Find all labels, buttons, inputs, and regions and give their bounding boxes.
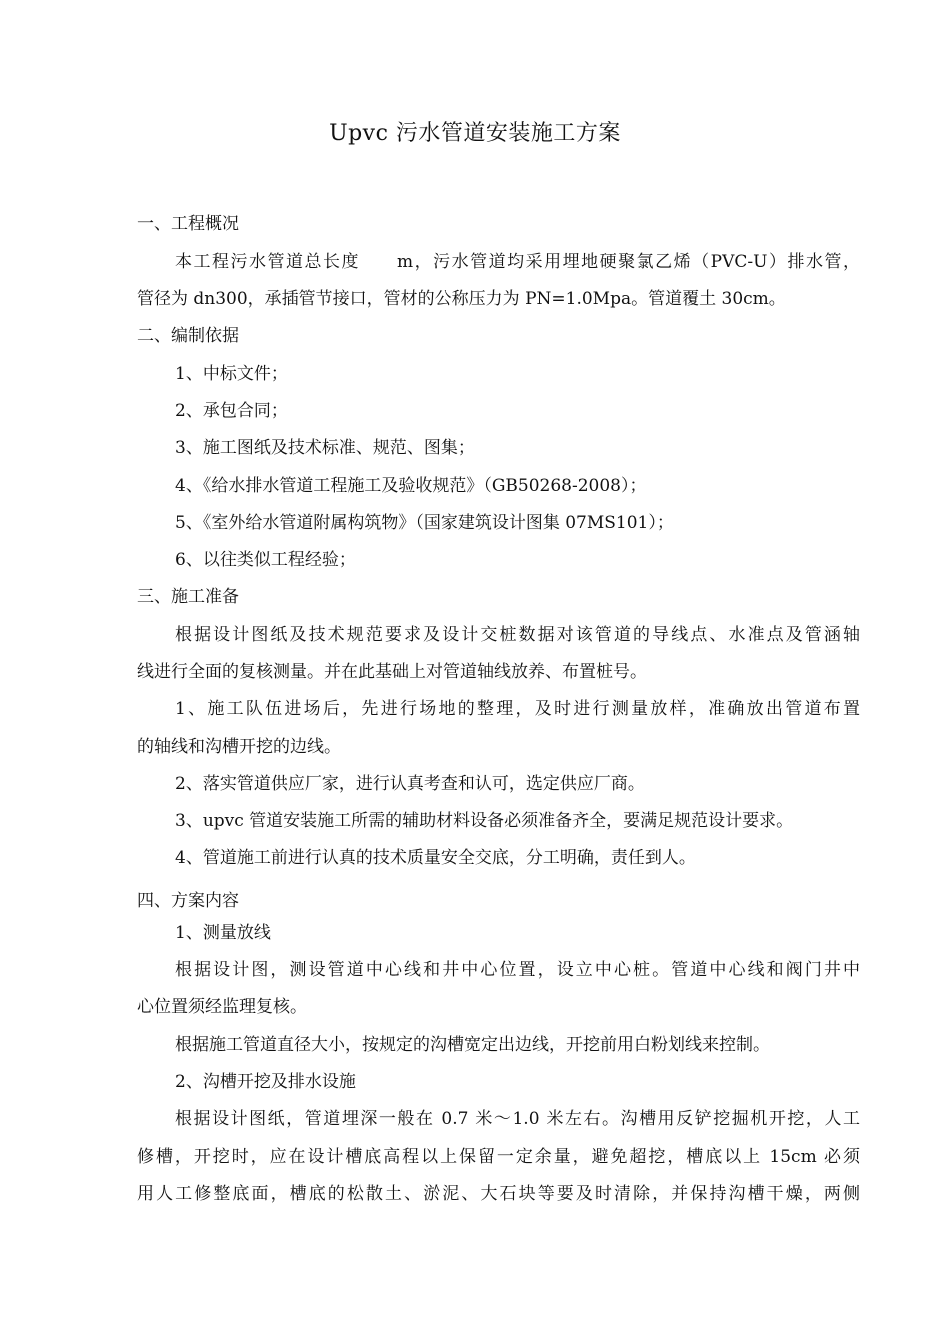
paragraph-line: 根据施工管道直径大小，按规定的沟槽宽定出边线，开挖前用白粉划线来控制。 — [175, 1035, 770, 1055]
paragraph-line: 管径为 dn300，承插管节接口，管材的公称压力为 PN=1.0Mpa。管道覆土 30cm。 — [137, 289, 786, 309]
list-item: 1、中标文件； — [175, 364, 288, 384]
paragraph-line: 4、管道施工前进行认真的技术质量安全交底，分工明确，责任到人。 — [175, 848, 696, 868]
paragraph-line: 心位置须经监理复核。 — [137, 997, 307, 1017]
paragraph-line: 用人工修整底面，槽底的松散土、淤泥、大石块等要及时清除，并保持沟槽干燥，两侧 — [137, 1184, 860, 1204]
paragraph-line: 根据设计图纸，管道埋深一般在 0.7 米～1.0 米左右。沟槽用反铲挖掘机开挖，人工 — [175, 1109, 860, 1129]
paragraph-line: 的轴线和沟槽开挖的边线。 — [137, 737, 341, 757]
list-item: 4、《给水排水管道工程施工及验收规范》（GB50268-2008）； — [175, 476, 647, 496]
paragraph-line: 1、施工队伍进场后，先进行场地的整理，及时进行测量放样，准确放出管道布置 — [175, 699, 860, 719]
paragraph-line: 根据设计图，测设管道中心线和井中心位置，设立中心桩。管道中心线和阀门井中 — [175, 960, 860, 980]
paragraph-line: 本工程污水管道总长度 m，污水管道均采用埋地硬聚氯乙烯（PVC-U）排水管， — [175, 252, 860, 272]
list-item: 5、《室外给水管道附属构筑物》（国家建筑设计图集 07MS101）； — [175, 513, 674, 533]
paragraph-line: 线进行全面的复核测量。并在此基础上对管道轴线放养、布置桩号。 — [137, 662, 647, 682]
paragraph-line: 3、upvc 管道安装施工所需的辅助材料设备必须准备齐全，要满足规范设计要求。 — [175, 811, 794, 831]
list-item: 2、承包合同； — [175, 401, 288, 421]
subsection-heading: 2、沟槽开挖及排水设施 — [175, 1072, 356, 1092]
list-item: 3、施工图纸及技术标准、规范、图集； — [175, 438, 475, 458]
list-item: 6、以往类似工程经验； — [175, 550, 356, 570]
section-heading-overview: 一、工程概况 — [137, 214, 239, 234]
subsection-heading: 1、测量放线 — [175, 923, 271, 943]
section-heading-basis: 二、编制依据 — [137, 326, 239, 346]
document-title: Upvc 污水管道安装施工方案 — [329, 121, 621, 146]
paragraph-line: 2、落实管道供应厂家，进行认真考查和认可，选定供应厂商。 — [175, 774, 645, 794]
paragraph-line: 修槽，开挖时，应在设计槽底高程以上保留一定余量，避免超挖，槽底以上 15cm 必须 — [137, 1147, 860, 1167]
section-heading-preparation: 三、施工准备 — [137, 587, 239, 607]
section-heading-plan: 四、方案内容 — [137, 891, 239, 911]
paragraph-line: 根据设计图纸及技术规范要求及设计交桩数据对该管道的导线点、水准点及管涵轴 — [175, 625, 860, 645]
